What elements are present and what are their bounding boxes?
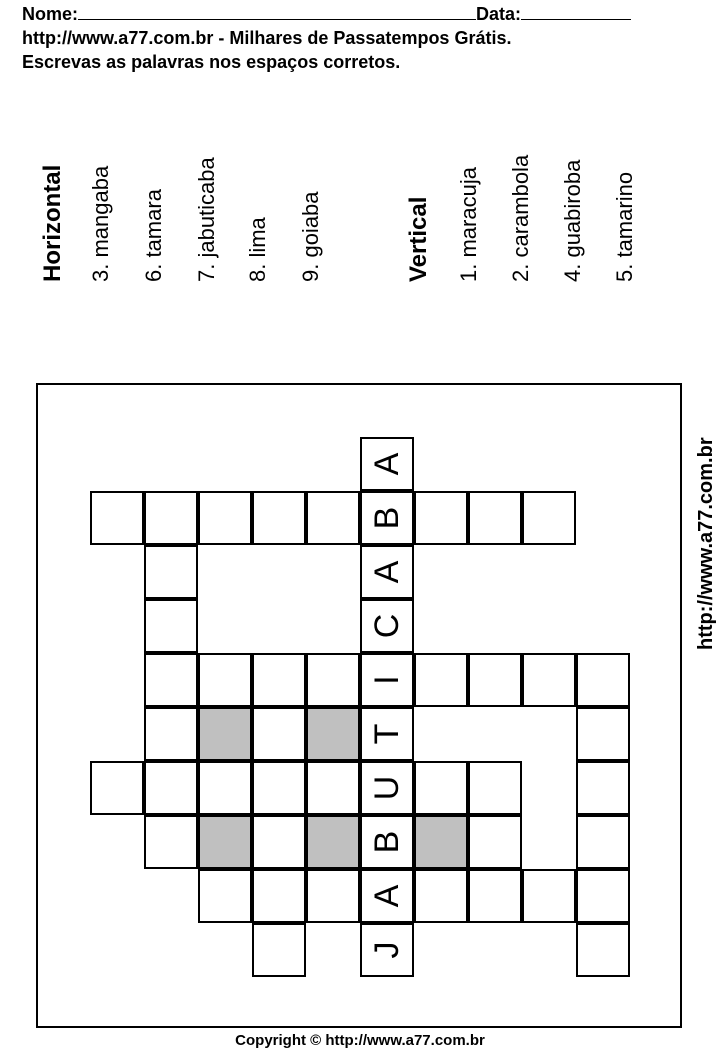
grid-cell[interactable] (576, 869, 630, 923)
grid-cell[interactable] (198, 761, 252, 815)
cell-letter: U (368, 775, 406, 801)
grid-cell[interactable] (144, 653, 198, 707)
horizontal-title-text: Horizontal (39, 164, 66, 282)
grid-cell[interactable] (414, 653, 468, 707)
grid-cell[interactable] (306, 815, 360, 869)
grid-cell[interactable] (414, 491, 468, 545)
grid-cell[interactable] (252, 923, 306, 977)
cell-letter: B (368, 506, 406, 530)
grid-cell[interactable] (468, 815, 522, 869)
grid-cell[interactable] (468, 869, 522, 923)
clue-horizontal (88, 0, 116, 282)
clue-text: 3. mangaba (88, 165, 113, 282)
grid-cell[interactable] (198, 707, 252, 761)
instruction-text: Escrevas as palavras nos espaços corretos. (22, 52, 401, 72)
grid-cell[interactable] (522, 869, 576, 923)
cell-letter: C (368, 613, 406, 639)
clue-text: 8. lima (245, 217, 270, 282)
clue-text: 7. jabuticaba (194, 157, 219, 282)
grid-cell[interactable] (360, 869, 414, 923)
grid-cell[interactable] (576, 707, 630, 761)
clue-text: 4. guabiroba (560, 159, 585, 282)
grid-cell[interactable] (252, 653, 306, 707)
grid-cell[interactable] (90, 761, 144, 815)
site-line: http://www.a77.com.br - Milhares de Passatempos Grátis. (22, 28, 512, 48)
grid-cell[interactable] (576, 923, 630, 977)
grid-cell[interactable] (252, 815, 306, 869)
grid-cell[interactable] (414, 815, 468, 869)
grid-cell[interactable] (414, 869, 468, 923)
vertical-title (406, 0, 434, 282)
grid-cell[interactable] (252, 869, 306, 923)
grid-cell[interactable] (576, 761, 630, 815)
grid-cell[interactable] (360, 815, 414, 869)
grid-cell[interactable] (252, 491, 306, 545)
grid-cell[interactable] (468, 761, 522, 815)
grid-cell[interactable] (306, 491, 360, 545)
clue-horizontal (194, 0, 222, 282)
name-label: Nome: (22, 4, 79, 24)
grid-cell[interactable] (576, 815, 630, 869)
grid-cell[interactable] (198, 815, 252, 869)
cell-letter: J (368, 941, 406, 959)
clue-vertical (560, 0, 588, 282)
grid-cell[interactable] (360, 761, 414, 815)
grid-cell[interactable] (198, 869, 252, 923)
grid-cell[interactable] (198, 653, 252, 707)
clue-horizontal (245, 0, 273, 282)
grid-cell[interactable] (576, 653, 630, 707)
grid-cell[interactable] (414, 761, 468, 815)
clue-text: 2. carambola (508, 154, 533, 282)
grid-cell[interactable] (144, 491, 198, 545)
clue-horizontal (141, 0, 169, 282)
clue-vertical (456, 0, 484, 282)
copyright: Copyright © http://www.a77.com.br (235, 1032, 485, 1049)
side-url: http://www.a77.com.br (695, 437, 717, 650)
cell-letter: A (368, 452, 406, 476)
cell-letter: I (368, 675, 406, 685)
grid-cell[interactable] (360, 437, 414, 491)
grid-cell[interactable] (522, 491, 576, 545)
cell-letter: A (368, 560, 406, 584)
grid-cell[interactable] (522, 653, 576, 707)
clue-list (0, 0, 720, 300)
grid-cell[interactable] (144, 707, 198, 761)
clue-horizontal (298, 0, 326, 282)
clue-text: 9. goiaba (298, 191, 323, 282)
grid-cell[interactable] (360, 923, 414, 977)
grid-cell[interactable] (360, 653, 414, 707)
grid-cell[interactable] (144, 599, 198, 653)
date-label: Data: (476, 4, 522, 24)
grid-cell[interactable] (90, 491, 144, 545)
grid-cell[interactable] (468, 491, 522, 545)
grid-cell[interactable] (360, 599, 414, 653)
grid-cell[interactable] (360, 491, 414, 545)
cell-letter: A (368, 884, 406, 908)
grid-cell[interactable] (252, 707, 306, 761)
grid-cell[interactable] (468, 653, 522, 707)
clue-vertical (612, 0, 640, 282)
grid-cell[interactable] (306, 869, 360, 923)
grid-cell[interactable] (252, 761, 306, 815)
grid-cell[interactable] (360, 707, 414, 761)
grid-cell[interactable] (306, 761, 360, 815)
grid-cell[interactable] (306, 707, 360, 761)
vertical-title-text: Vertical (405, 196, 432, 282)
horizontal-title (40, 0, 68, 282)
grid-cell[interactable] (144, 815, 198, 869)
grid-cell[interactable] (198, 491, 252, 545)
clue-text: 1. maracuja (456, 167, 481, 282)
grid-cell[interactable] (144, 761, 198, 815)
clue-vertical (508, 0, 536, 282)
clue-text: 5. tamarino (612, 171, 637, 282)
cell-letter: B (368, 830, 406, 854)
cell-letter: T (368, 723, 406, 745)
grid-cell[interactable] (306, 653, 360, 707)
grid-cell[interactable] (360, 545, 414, 599)
clue-text: 6. tamara (141, 189, 166, 282)
grid-cell[interactable] (144, 545, 198, 599)
